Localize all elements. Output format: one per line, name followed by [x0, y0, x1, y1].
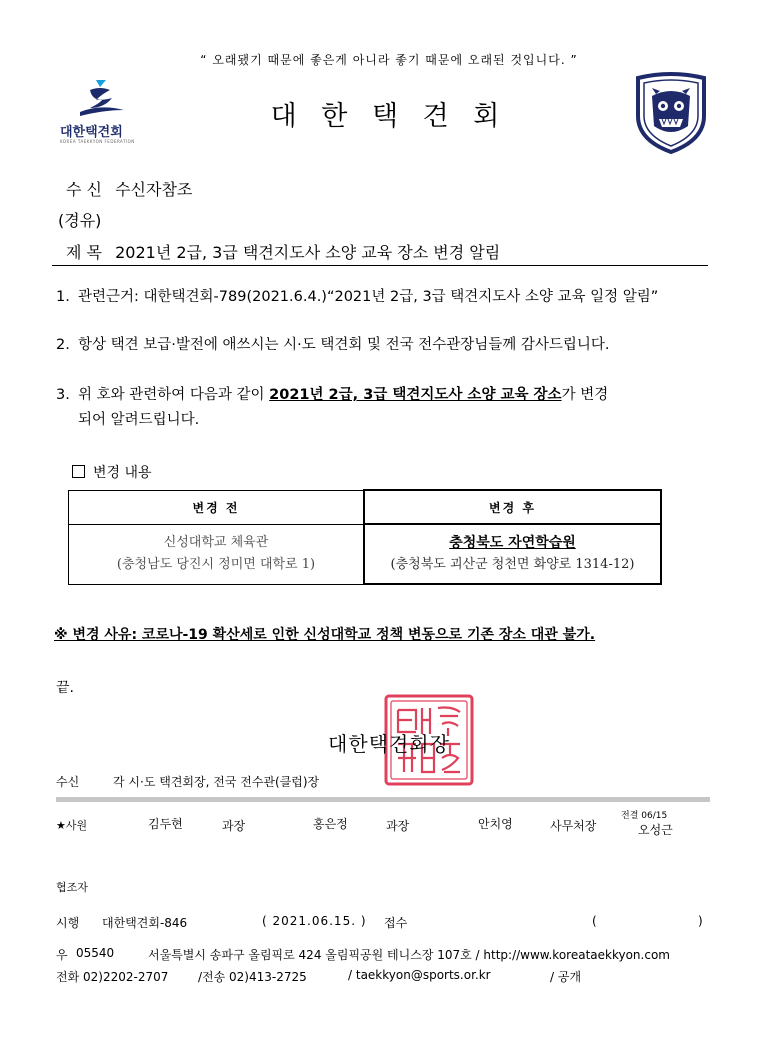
paragraph-3-text-pre: 위 호와 관련하여 다음과 같이: [78, 387, 270, 403]
receipt-paren-open: (: [592, 914, 597, 928]
zip-label: 우: [56, 948, 68, 962]
paragraph-3: [56, 383, 706, 433]
checkbox-square-icon: [72, 465, 85, 478]
shield-emblem: [632, 72, 710, 154]
paragraph-2-number: 2.: [56, 337, 70, 353]
change-table-body-row: [69, 524, 662, 584]
before-header: 변경 전: [69, 490, 365, 524]
paragraph-1-text: 관련근거: 대한택견회-789(2021.6.4.)“2021년 2급, 3급 택견지도사 소양 교육 일정 알림”: [78, 289, 659, 305]
paragraph-3-text-post: 가 변경: [561, 387, 609, 403]
phone-number: 전화 02)2202-2707: [56, 970, 169, 984]
change-reason: ※ 변경 사유: 코로나-19 확산세로 인한 신성대학교 정책 변동으로 기존 장소 대관 불가.: [54, 627, 596, 643]
subject-divider: [52, 265, 708, 266]
recipient-row: [66, 177, 192, 200]
federation-logo-text: 대한택견회: [60, 125, 123, 140]
paragraph-1: [56, 285, 706, 310]
before-address: (충청남도 당진시 정미면 대학로 1): [116, 557, 316, 572]
org-title: 대 한 택 견 회: [270, 101, 508, 132]
change-section-label-text: 변경 내용: [93, 465, 152, 481]
federation-logo-subtext: KOREA TAEKKYON FEDERATION: [60, 139, 135, 144]
paragraph-3-number: 3.: [56, 387, 70, 403]
approval-title-4: 사무처장: [550, 819, 597, 833]
change-table-header-row: [69, 490, 662, 524]
approval-note-4: 전결 06/15: [621, 811, 668, 821]
address-line: 서울특별시 송파구 올림픽로 424 올림픽공원 테니스장 107호 / http://www.koreataekkyon.com: [148, 948, 670, 962]
change-table: [68, 489, 662, 585]
recipients-bottom-label: 수신: [56, 775, 80, 789]
approval-name-2: 홍은정: [313, 817, 348, 831]
recipients-bottom: [56, 773, 319, 790]
receipt-paren-close: ): [698, 914, 703, 928]
approval-title-1: ★사원: [56, 819, 88, 832]
recipients-bottom-value: 각 시·도 택견회장, 전국 전수관(클럽)장: [113, 775, 320, 789]
paragraph-2-text: 항상 택견 보급·발전에 애쓰시는 시·도 택견회 및 전국 전수관장님들께 감사드립니다.: [78, 337, 610, 353]
execution-doc-number: 대한택견회-846: [102, 916, 188, 930]
recipient-label: 수 신: [66, 180, 102, 199]
motto: “ 오래됐기 때문에 좋은게 아니라 좋기 때문에 오래된 것입니다. ”: [200, 53, 578, 67]
after-address: (충청북도 괴산군 청천면 화양로 1314-12): [390, 557, 635, 572]
subject-label: 제 목: [66, 243, 102, 262]
subject-value: 2021년 2급, 3급 택견지도사 소양 교육 장소 변경 알림: [115, 243, 501, 262]
execution-date: ( 2021.06.15. ): [262, 914, 367, 928]
disclosure-status: / 공개: [550, 970, 582, 984]
via-row: (경유): [58, 211, 102, 230]
cooperator-label: 협조자: [56, 881, 88, 894]
signer-title: 대한택견회장: [328, 732, 450, 756]
paragraph-3-line2: 되어 알려드립니다.: [78, 412, 200, 428]
approval-title-2: 과장: [222, 819, 246, 833]
end-mark: 끝.: [56, 680, 74, 696]
before-venue: 신성대학교 체육관: [163, 535, 269, 550]
receipt-label: 접수: [384, 916, 408, 930]
subject-row: [66, 240, 500, 263]
zip-code: 05540: [76, 946, 115, 960]
after-header: 변경 후: [364, 490, 661, 524]
approval-name-3: 안치영: [478, 817, 513, 831]
paragraph-1-number: 1.: [56, 289, 70, 305]
change-section-label: [72, 462, 152, 482]
before-cell: [69, 524, 365, 584]
tiger-shield-icon: [632, 72, 710, 154]
email-address: / taekkyon@sports.or.kr: [348, 968, 491, 982]
approval-divider: [56, 797, 710, 802]
fax-number: /전송 02)413-2725: [198, 970, 307, 984]
execution-label: 시행: [56, 916, 80, 930]
approval-name-4: 오성근: [638, 823, 673, 837]
paragraph-3-highlight: 2021년 2급, 3급 택견지도사 소양 교육 장소: [269, 387, 562, 403]
paragraph-2: [56, 333, 706, 358]
approval-name-1: 김두현: [148, 817, 183, 831]
after-venue: 충청북도 자연학습원: [449, 535, 576, 551]
approval-title-3: 과장: [386, 819, 410, 833]
after-cell: [364, 524, 661, 584]
recipient-value: 수신자참조: [115, 180, 193, 199]
